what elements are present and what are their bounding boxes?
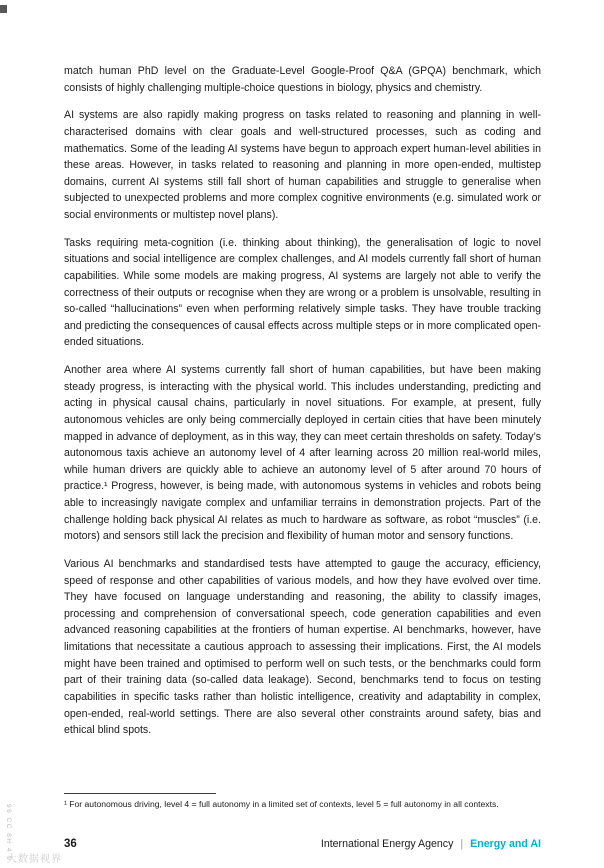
paragraph: Tasks requiring meta-cognition (i.e. thinking about thinking), the generalisation of logic to novel situations and social intelligence are complex challenges, and AI models currently fall short of human capabilities. While some models are making progress, AI systems are largely not able to verify the correctness of their outputs or recognise when they are wrong or a problem is unsolvable, resulting in so-called “hallucinations” even when performing relatively simple tasks. They have trouble tracking and predicting the consequences of causal effects across multiple steps or in more complicated open-ended situations. (64, 236, 541, 349)
paragraph: Various AI benchmarks and standardised tests have attempted to gauge the accuracy, efficiency, speed of response and other capabilities of various models, and how they have evolved over time. They have focused on language understanding and reasoning, the ability to classify images, processing and comprehension of conversational speech, code generation capabilities and even advanced reasoning capabilities at the frontiers of human expertise. AI benchmarks, however, have limitations that necessitate a cautious approach to assessing their implications. First, the AI models might have been trained and optimised to perform well on such tests, or the benchmarks could form part of their training data (so-called data leakage). Second, benchmarks tend to focus on testing capabilities in specific tasks rather than holistic intelligence, creativity and adaptability in complex, open-ended, real-world settings. There are also several other constraints around safety, bias and ethical blind spots. (64, 557, 541, 737)
report-title: Energy and AI (470, 838, 541, 850)
footnote-divider (64, 793, 216, 794)
page-footer (64, 838, 541, 850)
paragraph: match human PhD level on the Graduate-Level Google-Proof Q&A (GPQA) benchmark, which consists of highly challenging multiple-choice questions in biology, physics and chemistry. (64, 65, 541, 94)
paragraph: AI systems are also rapidly making progress on tasks related to reasoning and planning in well-characterised domains with clear goals and well-structured processes, such as coding and mathematics. Some of the leading AI systems have begun to approach expert human-level abilities in these areas. However, in tasks related to reasoning and planning in more open-ended, multistep domains, current AI systems still fall short of human capabilities and struggle to generalise when subjected to unexpected problems and more complex cognitive environments (e.g. simulated work or social environments or multistep novel plans). (64, 109, 541, 221)
footer-running-title (321, 838, 541, 850)
paragraph: Another area where AI systems currently fall short of human capabilities, but have been making steady progress, is interacting with the physical world. This includes understanding, predicting and acting in physical causal chains, particularly in novel situations. For example, at present, fully autonomous vehicles are only being commercially deployed in certain cities that have been minutely mapped in advance of deployment, as in this way, they can meet certain thresholds on safety. Today’s autonomous taxis achieve an autonomy level of 4 after learning across 20 million real-world miles, while human drivers are quickly able to achieve an autonomy level of 5 after around 70 hours of practice.¹ Progress, however, is being made, with autonomous systems in vehicles and robots being able to increasingly navigate complex and unfamiliar terrains in demonstration projects. Part of the challenge holding back physical AI relates as much to hardware as software, as robot “muscles” (i.e. motors) and sensors still lack the precision and flexibility of human motor and sensory functions. (64, 364, 541, 543)
side-watermark-code: 96 CC 8H 4 9 (5, 804, 12, 862)
footnote-area (64, 793, 541, 811)
watermark-text: 大数据视界 (7, 854, 62, 865)
page-number: 36 (64, 838, 77, 850)
publisher-name: International Energy Agency (320, 838, 454, 850)
footnote: ¹ For autonomous driving, level 4 = full autonomy in a limited set of contexts, level 5 = full autonomy in all contexts. (64, 799, 499, 809)
corner-mark (0, 5, 7, 13)
page-content (64, 63, 541, 750)
footer-separator: | (460, 838, 464, 850)
